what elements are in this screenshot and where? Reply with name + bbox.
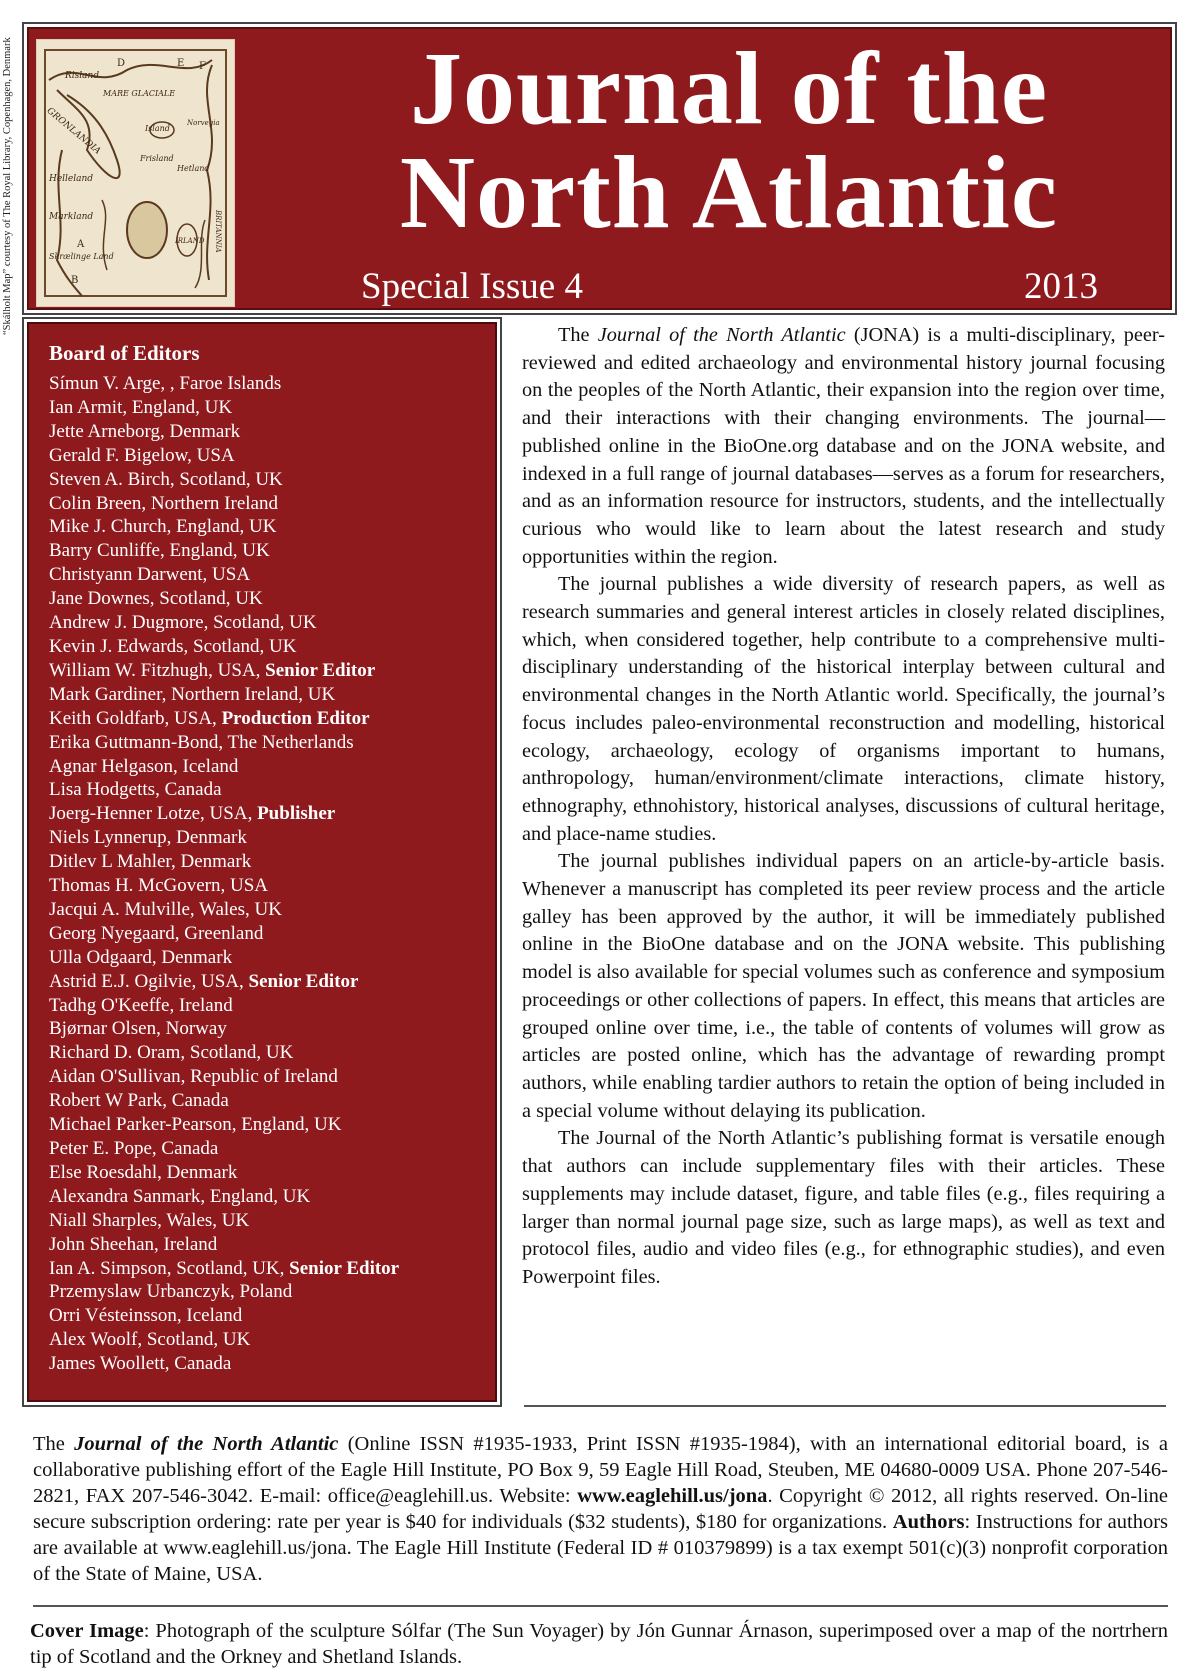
footer-text-1: (Online ISSN #1935-1933, Print ISSN #1935-1984), with an international editorial board, is a collaborative publishing effort of the Eagle Hill Institute, PO Box 9, 59 Eagle Hill Road, Steuben, ME 04680-0009 USA. Phone 207-546-2821, FAX 207-546-3042. E-mail: office@eaglehill.us. Website: (33, 1433, 1169, 1507)
editor-name: Richard D. Oram, Scotland, UK (49, 1042, 294, 1064)
map-label-risland: Risland (65, 71, 100, 81)
divider (33, 1605, 1168, 1607)
title-line-2: North Atlantic (399, 135, 1059, 250)
editor-entry (49, 778, 495, 802)
footer-text-2: . Copyright © 2012, all rights reserved. On-line secure subscription ordering: rate per year is $40 for individuals ($32 students), $180 for organizations. (33, 1485, 1168, 1533)
issue-year: 2013 (1024, 266, 1098, 307)
editor-entry (49, 659, 495, 683)
editor-entry (49, 563, 495, 587)
editor-entry (49, 1065, 495, 1089)
masthead (22, 22, 1177, 315)
editor-entry (49, 515, 495, 539)
board-of-editors-box (22, 317, 502, 1407)
editor-entry (49, 755, 495, 779)
journal-description (522, 322, 1165, 1292)
issue-label: Special Issue 4 (361, 266, 583, 307)
editor-entry (49, 1089, 495, 1113)
editor-entry (49, 826, 495, 850)
authors-label: Authors (892, 1511, 965, 1533)
editor-name: Gerald F. Bigelow, USA (49, 444, 235, 466)
editor-name: Mark Gardiner, Northern Ireland, UK (49, 683, 336, 705)
p1-pre: The (558, 324, 598, 346)
map-label-f: F (199, 61, 206, 72)
title-line-1: Journal of the (410, 31, 1048, 146)
editor-name: Astrid E.J. Ogilvie, USA, (49, 970, 249, 992)
cover-label: Cover Image (30, 1620, 144, 1642)
editor-name: Niels Lynnerup, Denmark (49, 827, 247, 849)
editor-entry (49, 970, 495, 994)
editor-name: Else Roesdahl, Denmark (49, 1161, 238, 1183)
editor-entry (49, 492, 495, 516)
footer-journal-name: Journal of the North Atlantic (74, 1433, 339, 1455)
editor-role: Senior Editor (248, 970, 359, 992)
editor-name: Georg Nyegaard, Greenland (49, 922, 264, 944)
editor-entry (49, 1113, 495, 1137)
editor-name: Jette Arneborg, Denmark (49, 420, 241, 442)
editor-entry (49, 1161, 495, 1185)
editor-entry (49, 898, 495, 922)
p1-journal-name: Journal of the North Atlantic (597, 324, 846, 346)
editor-entry (49, 707, 495, 731)
editor-name: Símun V. Arge, , Faroe Islands (49, 373, 282, 394)
editor-entry (49, 922, 495, 946)
editor-name: Jacqui A. Mulville, Wales, UK (49, 898, 282, 920)
editor-entry (49, 1185, 495, 1209)
divider (524, 1405, 1166, 1407)
editor-name: John Sheehan, Ireland (49, 1233, 218, 1255)
map-credit: “Skálholt Map” courtesy of The Royal Library, Copenhagen, Denmark (2, 37, 13, 335)
editor-entry (49, 635, 495, 659)
map-label-helleland: Helleland (49, 174, 94, 184)
map-label-skraelinge-land: Skrælinge Land (49, 252, 114, 261)
editor-entry (49, 994, 495, 1018)
map-label-irland: IRLAND (175, 237, 205, 245)
editor-name: Robert W Park, Canada (49, 1090, 229, 1112)
map-label-mare-glaciale: MARE GLACIALE (103, 89, 176, 98)
cover-text: : Photograph of the sculpture Sólfar (The Sun Voyager) by Jón Gunnar Árnason, superimposed over a map of the nortrhern tip of Scotland and the Orkney and Shetland Islands. (30, 1620, 1168, 1668)
editor-entry (49, 874, 495, 898)
editor-name: Ditlev L Mahler, Denmark (49, 851, 252, 873)
editor-name: Thomas H. McGovern, USA (49, 875, 269, 897)
editor-name: Alex Woolf, Scotland, UK (49, 1329, 251, 1351)
editor-name: James Woollett, Canada (49, 1353, 232, 1375)
editor-role: Senior Editor (265, 659, 376, 681)
editor-name: Colin Breen, Northern Ireland (49, 492, 278, 514)
map-label-island: Island (145, 124, 170, 133)
editor-name: Andrew J. Dugmore, Scotland, UK (49, 612, 317, 634)
map-label-gronlandia: GRONLANDIA (44, 106, 103, 157)
editor-name: Barry Cunliffe, England, UK (49, 540, 270, 562)
editor-name: Niall Sharples, Wales, UK (49, 1209, 250, 1231)
editor-entry (49, 1280, 495, 1304)
editor-name: Przemyslaw Urbanczyk, Poland (49, 1281, 293, 1303)
editor-entry (49, 946, 495, 970)
editor-entry (49, 372, 495, 396)
editor-entry (49, 1328, 495, 1352)
editor-name: Orri Vésteinsson, Iceland (49, 1305, 243, 1327)
editor-name: Bjørnar Olsen, Norway (49, 1018, 227, 1040)
editor-entry (49, 1209, 495, 1233)
map-label-frisland: Frisland (140, 154, 174, 163)
map-label-b: B (71, 275, 79, 286)
editor-entry (49, 444, 495, 468)
editor-entry (49, 1233, 495, 1257)
editor-entry (49, 1137, 495, 1161)
editor-role: Publisher (257, 803, 336, 825)
footer-pre: The (33, 1433, 75, 1455)
editor-name: Alexandra Sanmark, England, UK (49, 1185, 311, 1207)
paragraph-1 (522, 322, 1165, 571)
p1-post: (JONA) is a multi-disciplinary, peer-reviewed and edited archaeology and environmental history journal focusing on the peoples of the North Atlantic, their expansion into the region over time, and their interactions with their changing environments. The journal—published online in the BioOne.org database and on the JONA website, and indexed in a full range of journal databases—serves as a forum for researchers, and as an information resource for instructors, students, and the intellectually curious who would like to learn about the latest research and study opportunities within the region. (522, 324, 1166, 568)
editor-name: Mike J. Church, England, UK (49, 516, 277, 538)
paragraph-2: The journal publishes a wide diversity of research papers, as well as research summaries and general interest articles in closely related disciplines, which, when considered together, help contribute to a comprehensive multi-disciplinary understanding of the historical interplay between cultural and environmental changes in the North Atlantic world. Specifically, the journal’s focus includes paleo-environmental reconstruction and modelling, historical ecology, archaeology, ecology of organisms important to humans, anthropology, human/environment/climate interactions, climate history, ethnography, ethnohistory, historical analyses, discussions of cultural heritage, and place-name studies. (522, 573, 1165, 845)
editor-name: Tadhg O'Keeffe, Ireland (49, 994, 233, 1016)
map-label-a: A (77, 239, 85, 250)
map-label-d: D (117, 58, 126, 69)
editor-role: Production Editor (221, 707, 370, 729)
editor-entry (49, 683, 495, 707)
map-label-markland: Markland (49, 212, 94, 222)
editor-entry (49, 396, 495, 420)
website-link[interactable]: www.eaglehill.us/jona (577, 1485, 768, 1507)
editor-entry (49, 587, 495, 611)
editor-name: Keith Goldfarb, USA, (49, 707, 222, 729)
editor-name: Joerg-Henner Lotze, USA, (49, 803, 258, 825)
editor-list (49, 372, 495, 1376)
editor-name: Lisa Hodgetts, Canada (49, 779, 222, 801)
footer-text-3: : Instructions for authors are available at www.eaglehill.us/jona. The Eagle Hill Institute (Federal ID # 010379899) is a tax exempt 501(c)(3) nonprofit corporation of the State of Maine, USA. (33, 1511, 1168, 1585)
editor-entry (49, 468, 495, 492)
board-panel (27, 322, 497, 1402)
editor-entry (49, 1017, 495, 1041)
editor-entry (49, 420, 495, 444)
editor-entry (49, 850, 495, 874)
editor-entry (49, 1304, 495, 1328)
publisher-info (33, 1431, 1168, 1587)
editor-name: Erika Guttmann-Bond, The Netherlands (49, 731, 354, 753)
editor-name: Michael Parker-Pearson, England, UK (49, 1114, 342, 1136)
editor-name: Peter E. Pope, Canada (49, 1138, 219, 1159)
cover-image-caption (30, 1618, 1168, 1670)
editor-name: Ian Armit, England, UK (49, 396, 233, 418)
editor-name: Ian A. Simpson, Scotland, UK, (49, 1257, 290, 1279)
editor-name: Agnar Helgason, Iceland (49, 755, 239, 777)
masthead-panel (27, 27, 1172, 310)
board-heading: Board of Editors (49, 341, 200, 365)
editor-entry (49, 611, 495, 635)
editor-name: Aidan O'Sullivan, Republic of Ireland (49, 1066, 338, 1088)
editor-entry (49, 802, 495, 826)
editor-name: Jane Downes, Scotland, UK (49, 588, 263, 610)
editor-entry (49, 1352, 495, 1376)
editor-entry (49, 1041, 495, 1065)
editor-name: Christyann Darwent, USA (49, 564, 251, 586)
paragraph-4: The Journal of the North Atlantic’s publishing format is versatile enough that authors can include supplementary files with their articles. These supplements may include dataset, figure, and table files (e.g., files requiring a larger than normal journal page size, such as large maps), as well as text and protocol files, audio and video files (e.g., for ethnographic studies), and even Powerpoint files. (522, 1127, 1165, 1288)
editor-role: Senior Editor (289, 1257, 400, 1279)
editor-name: Kevin J. Edwards, Scotland, UK (49, 635, 297, 657)
editor-entry (49, 539, 495, 563)
map-label-e: E (177, 58, 185, 69)
paragraph-3: The journal publishes individual papers on an article-by-article basis. Whenever a manuscript has completed its peer review process and the article galley has been approved by the author, it will be immediately published online in the BioOne database and on the JONA website. This publishing model is also available for special volumes such as conference and symposium proceedings or other collections of papers. In effect, this means that articles are grouped online over time, i.e., the table of contents of volumes will grow as articles are posted online, which has the advantage of rewarding prompt authors, while enabling tardier authors to retain the option of being included in a special volume without delaying its publication. (522, 850, 1165, 1122)
editor-name: Ulla Odgaard, Denmark (49, 946, 233, 968)
map-label-britannia: BRITANNIA (214, 210, 222, 253)
editor-name: William W. Fitzhugh, USA, (49, 659, 266, 681)
journal-title (309, 31, 1149, 250)
editor-entry (49, 1257, 495, 1281)
editor-name: Steven A. Birch, Scotland, UK (49, 468, 283, 490)
editor-entry (49, 731, 495, 755)
map-label-norvegia: Norvegia (187, 119, 220, 127)
skalholt-map-image (36, 39, 235, 307)
map-label-hetland: Hetland (177, 164, 210, 173)
